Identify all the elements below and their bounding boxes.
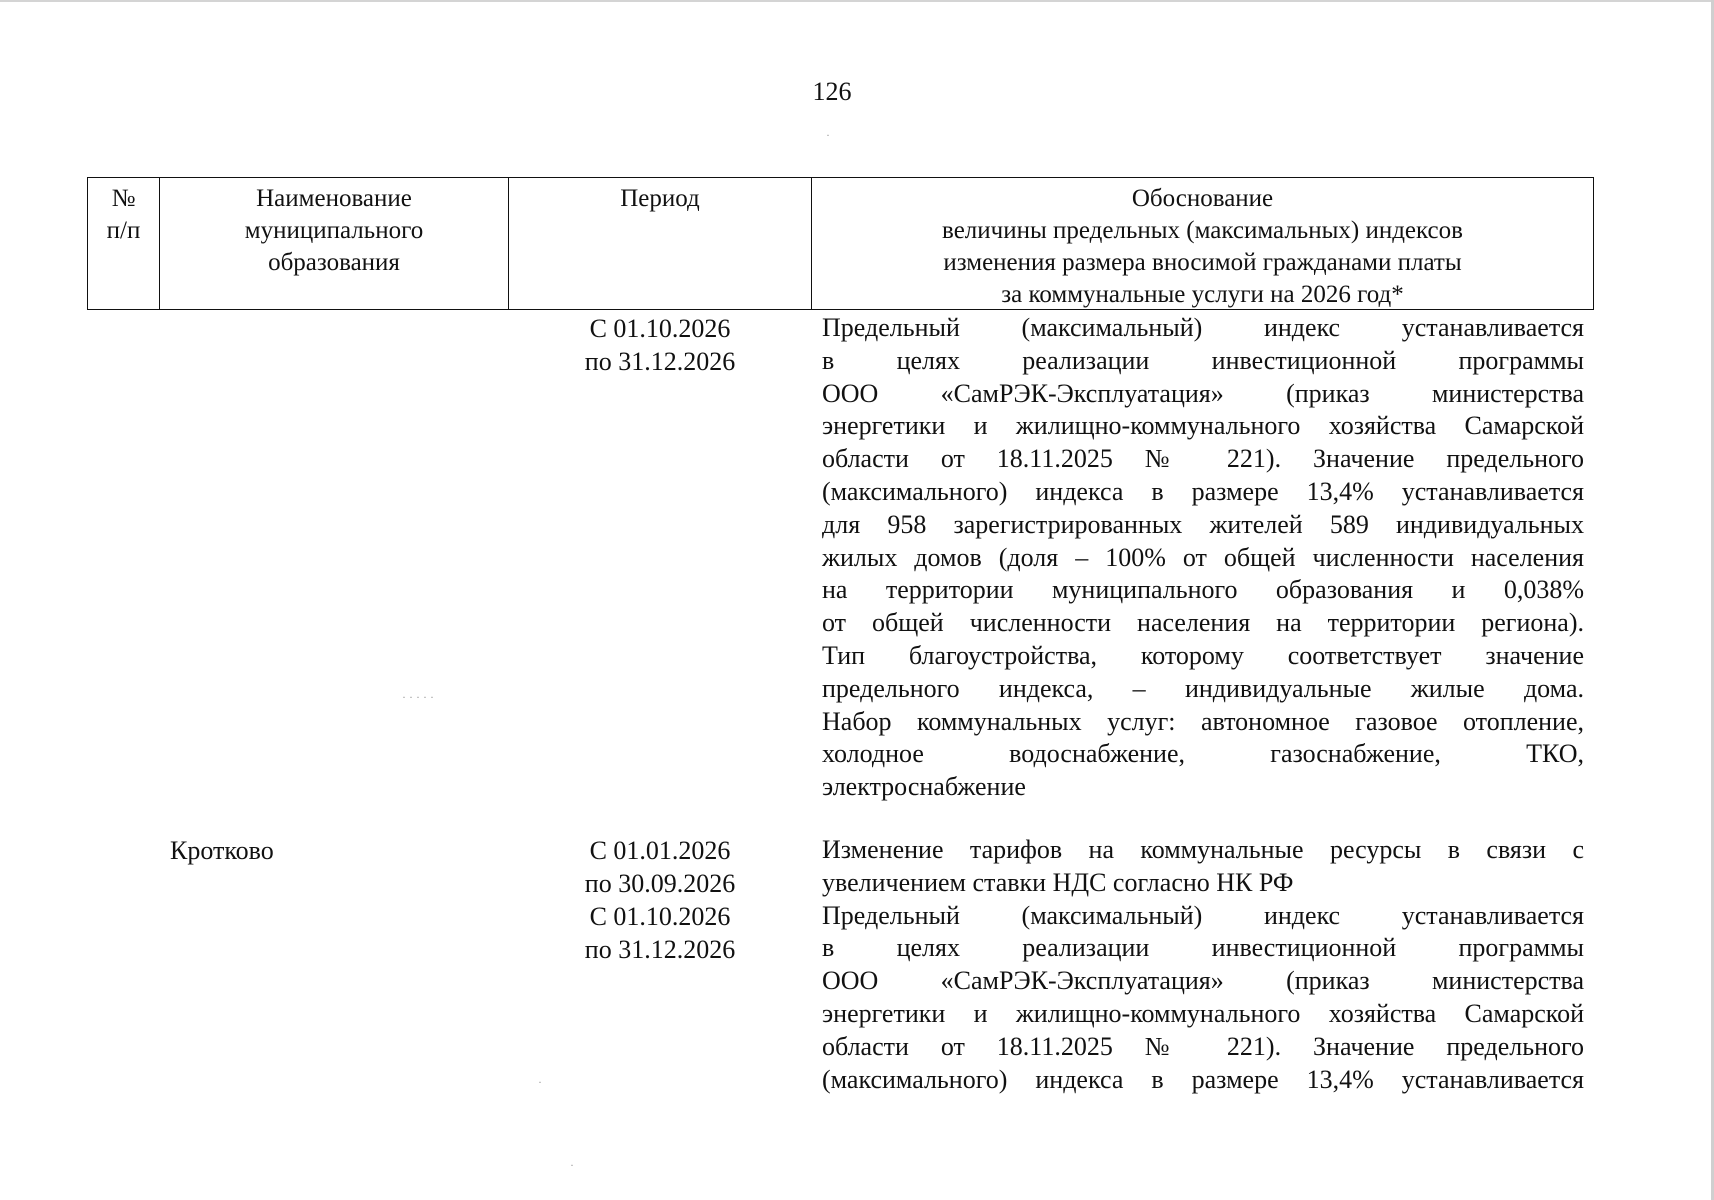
table-header (87, 177, 1594, 310)
justification-line: электроснабжение (822, 772, 1026, 802)
justification-line: Предельный (максимальный) индекс устанавливается (822, 313, 1584, 342)
justification-line: для 958 зарегистрированных жителей 589 индивидуальных (822, 509, 1584, 539)
justification-line: в целях реализации инвестиционной программы (822, 933, 1584, 963)
header-line: п/п (106, 217, 141, 244)
justification-line: (максимального) индекса в размере 13,4% устанавливается (822, 476, 1584, 506)
header-line: за коммунальные услуги на 2026 год* (1001, 281, 1404, 308)
justification-cell (822, 312, 1584, 804)
period-cell (555, 834, 765, 966)
justification-line: Изменение тарифов на коммунальные ресурсы в связи с (822, 835, 1584, 864)
header-line: изменения размера вносимой гражданами платы (943, 249, 1462, 276)
justification-line: предельного индекса, – индивидуальные жилые дома. (822, 673, 1584, 703)
header-line: величины предельных (максимальных) индексов (942, 217, 1463, 244)
justification-line: жилых домов (доля – 100% от общей численности населения (822, 542, 1584, 572)
header-col-period (509, 178, 812, 309)
header-line: Наименование (256, 185, 412, 212)
scan-speck: · (570, 1158, 574, 1172)
justification-line: области от 18.11.2025 № 221). Значение предельного (822, 1031, 1584, 1061)
justification-line: холодное водоснабжение, газоснабжение, ТКО, (822, 739, 1584, 769)
justification-line: увеличением ставки НДС согласно НК РФ (822, 867, 1294, 897)
justification-line: в целях реализации инвестиционной программы (822, 345, 1584, 375)
header-col-municipality (160, 178, 509, 309)
period-line: С 01.01.2026 (589, 836, 731, 865)
municipality-name: Кротково (170, 836, 274, 865)
page-edge-top (0, 0, 1714, 2)
period-line: по 31.12.2026 (584, 935, 736, 964)
justification-line: Набор коммунальных услуг: автономное газовое отопление, (822, 706, 1584, 736)
scan-speck: · · · · · (402, 690, 434, 704)
justification-line: ООО «СамРЭК-Эксплуатация» (приказ министерства (822, 966, 1584, 996)
period-line: по 30.09.2026 (584, 869, 736, 898)
period-line: по 31.12.2026 (584, 347, 736, 376)
justification-line: области от 18.11.2025 № 221). Значение предельного (822, 444, 1584, 474)
justification-line: (максимального) индекса в размере 13,4% устанавливается (822, 1064, 1584, 1094)
scan-speck: · (826, 128, 830, 142)
period-line: С 01.10.2026 (589, 314, 731, 343)
justification-line: от общей численности населения на территории региона). (822, 608, 1584, 638)
header-line: № (111, 185, 136, 212)
period-cell (555, 312, 765, 378)
period-line: С 01.10.2026 (589, 902, 731, 931)
header-line: муниципального (244, 217, 424, 244)
header-line: образования (268, 249, 400, 276)
header-line: Период (620, 185, 700, 212)
justification-cell (822, 834, 1584, 1096)
justification-line: на территории муниципального образования и 0,038% (822, 575, 1584, 605)
header-col-number (88, 178, 160, 309)
justification-line: Предельный (максимальный) индекс устанавливается (822, 900, 1584, 930)
header-line: Обоснование (1131, 185, 1274, 212)
header-col-justification (812, 178, 1593, 309)
justification-line: ООО «СамРЭК-Эксплуатация» (приказ министерства (822, 378, 1584, 408)
justification-line: Тип благоустройства, которому соответствует значение (822, 640, 1584, 670)
justification-line: энергетики и жилищно-коммунального хозяйства Самарской (822, 411, 1584, 441)
justification-line: энергетики и жилищно-коммунального хозяйства Самарской (822, 998, 1584, 1028)
page-number: 126 (812, 77, 852, 106)
scan-speck: · (538, 1075, 542, 1089)
